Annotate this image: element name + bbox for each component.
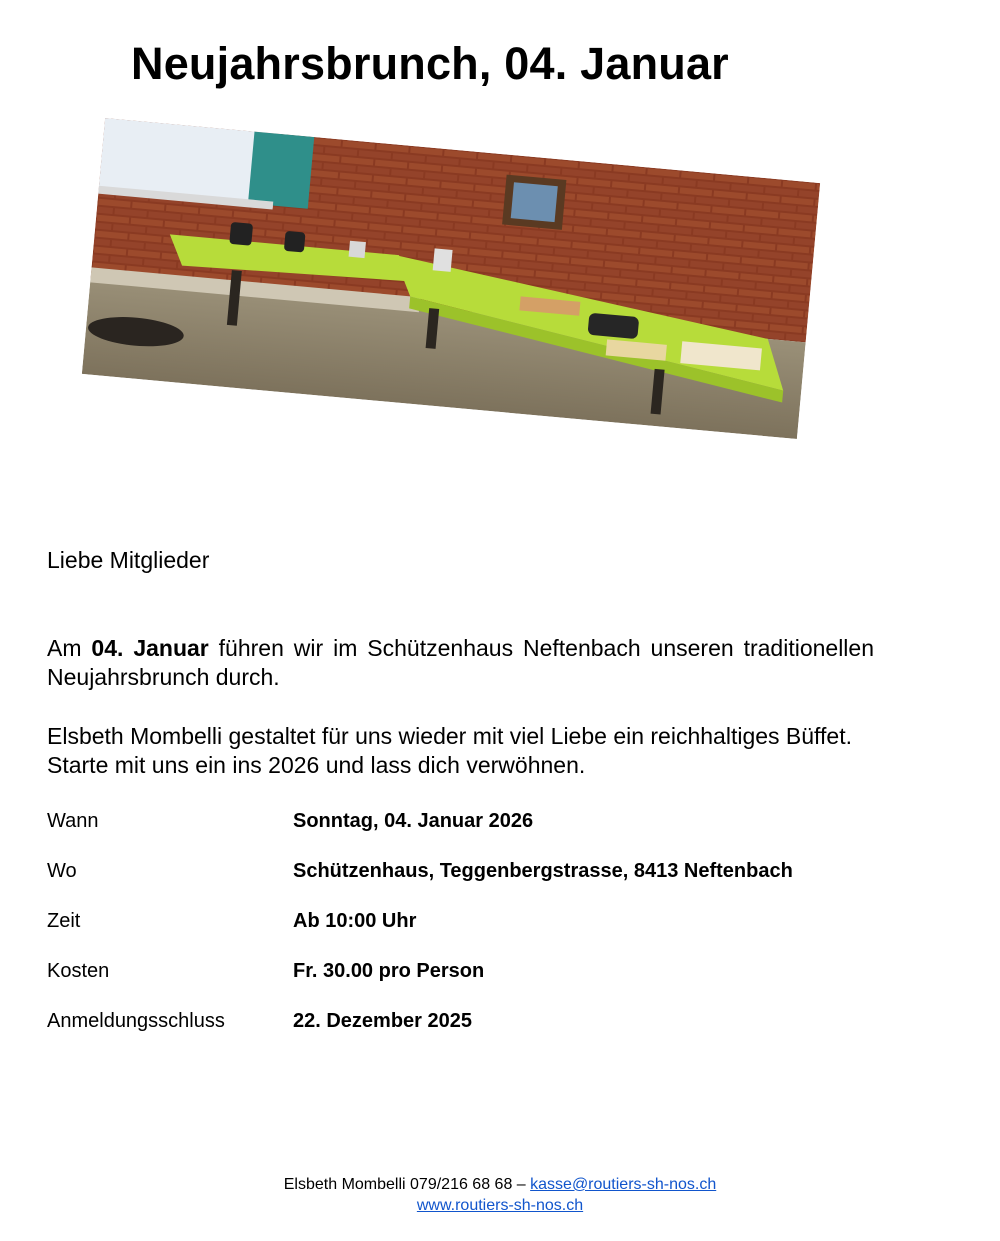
footer [0, 1174, 1000, 1216]
detail-label: Anmeldungsschluss [47, 1010, 225, 1032]
detail-value: Schützenhaus, Teggenbergstrasse, 8413 Neftenbach [293, 860, 793, 882]
website-link[interactable]: www.routiers-sh-nos.ch [416, 1197, 584, 1214]
event-date: 04. Januar [91, 635, 209, 661]
page-title: Neujahrsbrunch, 04. Januar [131, 38, 729, 89]
detail-label: Wann [47, 810, 99, 832]
detail-value: Ab 10:00 Uhr [293, 910, 417, 932]
contact-text: Elsbeth Mombelli 079/216 68 68 – [283, 1176, 526, 1193]
buffet-paragraph: Elsbeth Mombelli gestaltet für uns wieder mit viel Liebe ein reichhaltiges Büffet. Starte mit uns ein ins 2026 und lass dich verwöhnen. [47, 723, 852, 778]
detail-label: Kosten [47, 960, 110, 982]
detail-value: Fr. 30.00 pro Person [293, 960, 485, 982]
coffee-machine [229, 222, 253, 246]
brunch-buffet-photo [82, 118, 820, 439]
intro-paragraph: Am 04. Januar führen wir im Schützenhaus Neftenbach unseren traditionellen Neujahrsbrunch durch. [47, 635, 874, 690]
detail-label: Wo [47, 860, 77, 882]
email-link[interactable]: kasse@routiers-sh-nos.ch [530, 1176, 717, 1193]
greeting: Liebe Mitglieder [47, 547, 210, 573]
detail-value: 22. Dezember 2025 [293, 1010, 473, 1032]
curtain [248, 132, 314, 209]
toaster [587, 313, 639, 339]
footer-contact-line [0, 1174, 1000, 1195]
detail-value: Sonntag, 04. Januar 2026 [293, 810, 534, 832]
detail-label: Zeit [47, 910, 81, 932]
